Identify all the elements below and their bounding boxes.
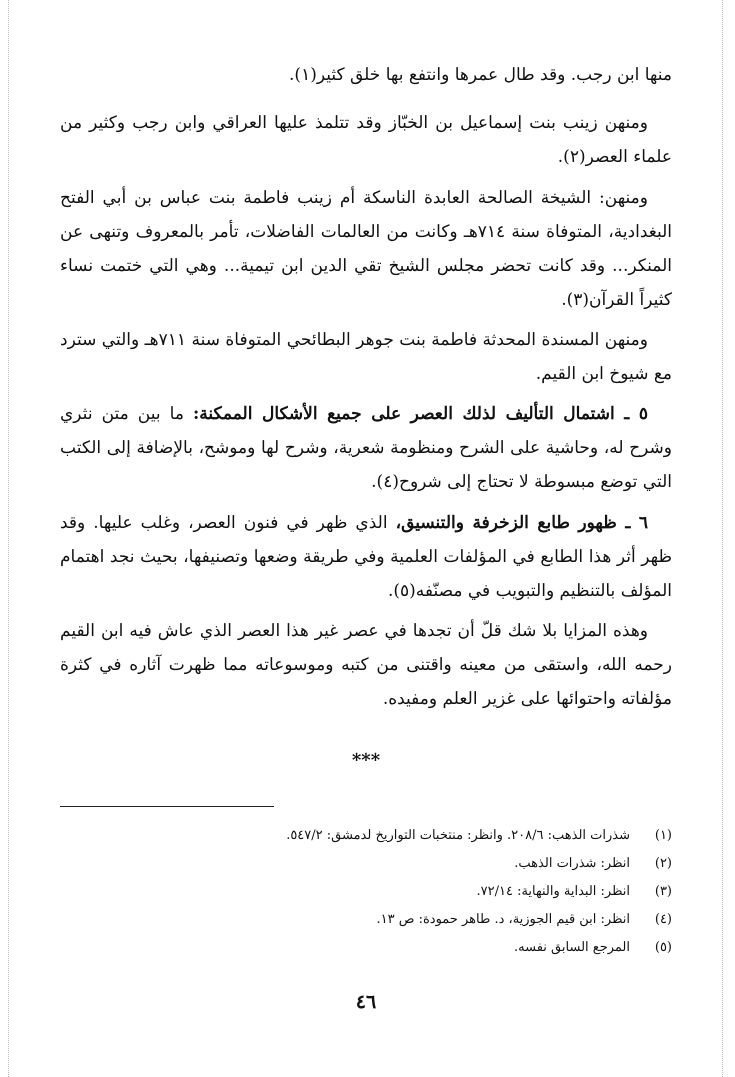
footnotes-list xyxy=(60,822,672,962)
footnote-5 xyxy=(60,934,672,962)
footnote-2 xyxy=(60,850,672,878)
footnote-3-text: انظر: البداية والنهاية: ٧٢/١٤. xyxy=(476,884,630,899)
footnote-5-text: المرجع السابق نفسه. xyxy=(514,940,630,955)
paragraph-4-text: ومنهن المسندة المحدثة فاطمة بنت جوهر البطائحي المتوفاة سنة ٧١١هـ والتي سترد مع شيوخ ابن القيم. xyxy=(60,330,672,384)
paragraph-1-text: منها ابن رجب. وقد طال عمرها وانتفع بها خلق كثير(١). xyxy=(289,65,672,85)
page-edge-right xyxy=(722,0,723,1077)
paragraph-2-text: ومنهن زينب بنت إسماعيل بن الخبّاز وقد تتلمذ عليها العراقي وابن رجب وكثير من علماء العصر(٢). xyxy=(60,113,672,167)
paragraph-6 xyxy=(60,506,672,608)
paragraph-2 xyxy=(60,106,672,174)
paragraph-5 xyxy=(60,397,672,499)
footnote-4-text: انظر: ابن قيم الجوزية، د. طاهر حمودة: ص ١٣. xyxy=(376,912,630,927)
footnote-1 xyxy=(60,822,672,850)
footnote-3 xyxy=(60,878,672,906)
paragraph-7-text: وهذه المزايا بلا شك قلّ أن تجدها في عصر غير هذا العصر الذي عاش فيه ابن القيم رحمه الله، واستقى من معينه واقتنى من كتبه وموسوعاته مما ظهرت آثاره في كثرة مؤلفاته واحتوائها على غزير العلم ومفيده. xyxy=(60,621,672,709)
footnote-4-number: (٤) xyxy=(654,912,672,927)
paragraph-3 xyxy=(60,181,672,317)
paragraph-7 xyxy=(60,614,672,716)
footnote-2-text: انظر: شذرات الذهب. xyxy=(514,856,630,871)
footnote-1-text: شذرات الذهب: ٢٠٨/٦. وانظر: منتخبات التواريخ لدمشق: ٥٤٧/٢. xyxy=(286,828,630,843)
section-separator: ⁎⁎⁎ xyxy=(351,745,381,766)
footnote-2-number: (٢) xyxy=(654,856,672,871)
paragraph-5-text: ما بين متن نثري وشرح له، وحاشية على الشرح ومنظومة شعرية، وشرح لها وموشح، بالإضافة إلى الكتب التي توضع مبسوطة لا تحتاج إلى شروح(٤). xyxy=(60,404,672,492)
section-5-heading: ٥ ـ اشتمال التأليف لذلك العصر على جميع الأشكال الممكنة: xyxy=(192,404,648,424)
book-page xyxy=(60,0,672,1077)
page-edge-left xyxy=(8,0,9,1077)
paragraph-1 xyxy=(60,58,672,92)
footnote-3-number: (٣) xyxy=(654,884,672,899)
footnote-rule xyxy=(60,806,274,807)
footnote-5-number: (٥) xyxy=(654,940,672,955)
paragraph-6-text: الذي ظهر في فنون العصر، وغلب عليها. وقد ظهر أثر هذا الطابع في المؤلفات العلمية وفي طريقة وضعها وتصنيفها، بحيث نجد اهتمام المؤلف بالتنظيم والتبويب في مصنّفه(٥). xyxy=(60,513,672,601)
paragraph-3-text: ومنهن: الشيخة الصالحة العابدة الناسكة أم زينب فاطمة بنت عباس بن أبي الفتح البغدادية، المتوفاة سنة ٧١٤هـ وكانت من العالمات الفاضلات، تأمر بالمعروف وتنهى عن المنكر... وقد كانت تحضر مجلس الشيخ تقي الدين ابن تيمية... وهي التي ختمت نساء كثيراً القرآن(٣). xyxy=(60,188,672,310)
section-6-heading: ٦ ـ ظهور طابع الزخرفة والتنسيق، xyxy=(395,513,648,533)
paragraph-4 xyxy=(60,323,672,391)
page-number: ٤٦ xyxy=(355,991,377,1013)
footnote-4 xyxy=(60,906,672,934)
footnote-1-number: (١) xyxy=(654,828,672,843)
